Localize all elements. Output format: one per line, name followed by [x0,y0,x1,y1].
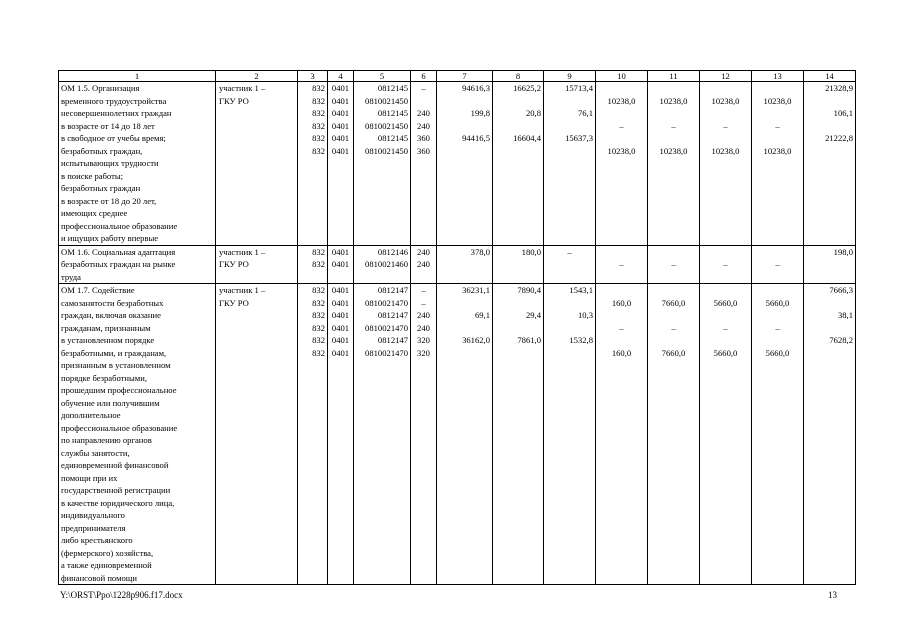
col-header: 13 [752,71,804,82]
cell: 5660,0 – 5660,0 [752,284,804,585]
col-header: 11 [648,71,700,82]
cell: 832 832 832 832 832 832 [298,284,328,585]
cell: – [752,245,804,284]
col-header: 10 [596,71,648,82]
cell: – [700,245,752,284]
col-header: 1 [59,71,216,82]
cell: – – 240 240 320 320 [411,284,437,585]
measure-name: ОМ 1.5. Организация временного трудоустройства несовершеннолетних граждан в возрасте от 14 до 18 лет в свободное от учебы время; безработных граждан, испытывающих трудности в поиске работы; безработных граждан в возрасте от 18 до 20 лет, имеющих среднее профессиональное образование и ищущих работу впервые [59,82,216,246]
col-header: 3 [298,71,328,82]
measure-name: ОМ 1.6. Социальная адаптация безработных граждан на рынке труда [59,245,216,284]
col-header: 12 [700,71,752,82]
cell: 7660,0 – 7660,0 [648,284,700,585]
cell: 832 832 [298,245,328,284]
cell: 0401 0401 [328,245,354,284]
header-row [59,71,856,82]
cell: 5660,0 – 5660,0 [700,284,752,585]
cell: – 240 240 360 360 [411,82,437,246]
page-number: 13 [828,590,837,600]
cell: – [544,245,596,284]
cell: 16625,2 20,8 16604,4 [493,82,544,246]
participant: участник 1 – ГКУ РО [216,284,298,585]
col-header: 2 [216,71,298,82]
cell: 832 832 832 832 832 832 [298,82,328,246]
cell: – [596,245,648,284]
cell: 7890,4 29,4 7861,0 [493,284,544,585]
cell: 1543,1 10,3 1532,8 [544,284,596,585]
cell: 10238,0 – 10238,0 [596,82,648,246]
cell: 0812145 0810021450 0812145 0810021450 0812145 0810021450 [354,82,411,246]
cell: 0401 0401 0401 0401 0401 0401 [328,82,354,246]
footer-file-path: Y:\ORST\Ppo\1228p906.f17.docx [60,590,183,600]
cell: 10238,0 – 10238,0 [648,82,700,246]
col-header: 9 [544,71,596,82]
table-row [59,284,856,585]
cell: 7666,3 38,1 7628,2 [804,284,856,585]
cell: 378,0 [437,245,493,284]
col-header: 8 [493,71,544,82]
participant: участник 1 – ГКУ РО [216,245,298,284]
cell: 10238,0 – 10238,0 [752,82,804,246]
cell: 36231,1 69,1 36162,0 [437,284,493,585]
cell: 21328,9 106,1 21222,8 [804,82,856,246]
cell: – [648,245,700,284]
col-header: 4 [328,71,354,82]
cell: 180,0 [493,245,544,284]
cell: 198,0 [804,245,856,284]
cell: 240 240 [411,245,437,284]
cell: 94616,3 199,8 94416,5 [437,82,493,246]
participant: участник 1 – ГКУ РО [216,82,298,246]
measure-name: ОМ 1.7. Содействие самозанятости безработных граждан, включая оказание гражданам, признанным в установленном порядке безработными, и гражданам, признанным в установленном порядке безработными, прошедшим профессиональное обучение или получившим дополнительное профессиональное образование по направлению органов службы занятости, единовременной финансовой помощи при их государственной регистрации в качестве юридического лица, индивидуального предпринимателя либо крестьянского (фермерского) хозяйства, а также единовременной финансовой помощи [59,284,216,585]
col-header: 6 [411,71,437,82]
cell: 0812146 0810021460 [354,245,411,284]
cell: 160,0 – 160,0 [596,284,648,585]
col-header: 7 [437,71,493,82]
budget-table [58,70,856,585]
cell: 15713,4 76,1 15637,3 [544,82,596,246]
cell: 10238,0 – 10238,0 [700,82,752,246]
col-header: 5 [354,71,411,82]
table-row [59,245,856,284]
table-row [59,82,856,246]
cell: 0812147 0810021470 0812147 0810021470 0812147 0810021470 [354,284,411,585]
col-header: 14 [804,71,856,82]
cell: 0401 0401 0401 0401 0401 0401 [328,284,354,585]
